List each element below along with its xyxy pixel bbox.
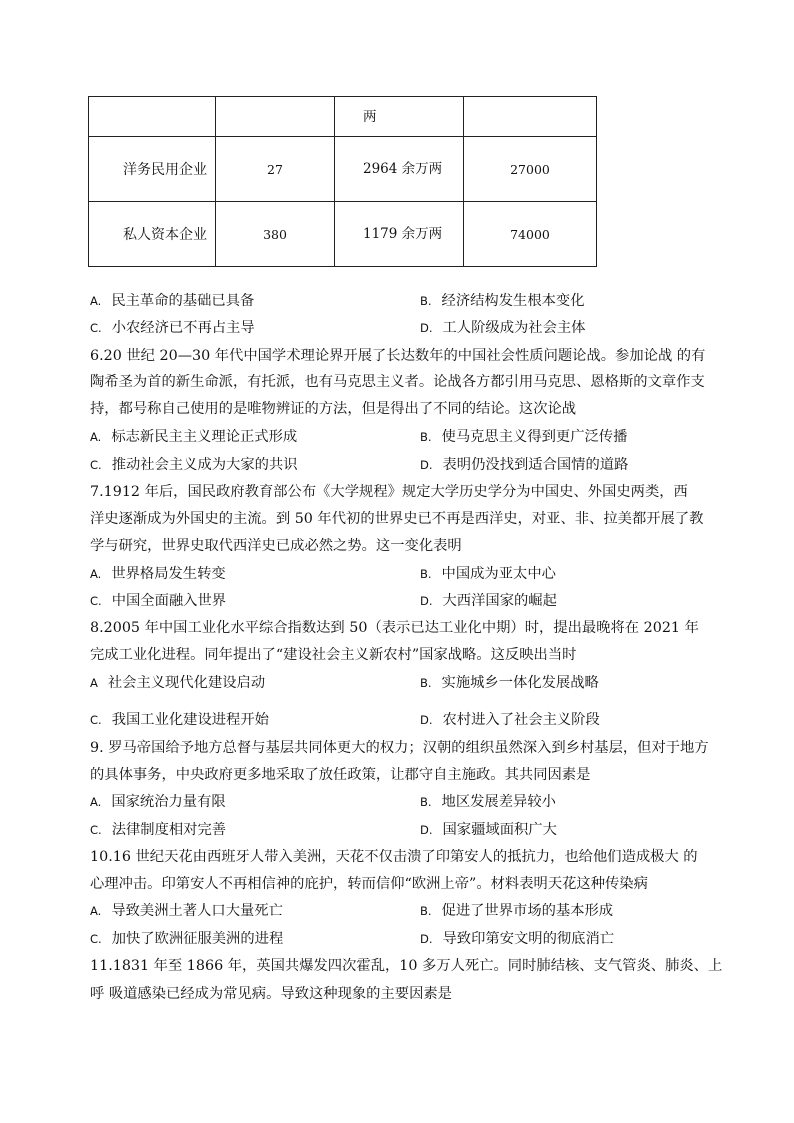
option-b: B. 地区发展差异较小 — [420, 794, 556, 810]
option-c: C. 推动社会主义成为大家的共识 — [90, 457, 298, 473]
option-c: C. 小农经济已不再占主导 — [90, 320, 255, 336]
table-row — [89, 202, 597, 267]
table-cell: 2964 余万两 — [335, 137, 464, 202]
question-stem: 的具体事务，中央政府更多地采取了放任政策，让郡守自主施政。其共同因素是 — [90, 767, 591, 783]
table-cell: 27 — [216, 137, 335, 202]
question-stem: 完成工业化进程。同年提出了“建设社会主义新农村”国家战略。这反映出当时 — [90, 647, 577, 663]
option-a: A. 导致美洲土著人口大量死亡 — [90, 903, 283, 919]
question-stem: 呼 吸道感染已经成为常见病。导致这种现象的主要因素是 — [90, 986, 452, 1002]
option-d: D. 表明仍没找到适合国情的道路 — [420, 457, 629, 473]
option-d: D. 工人阶级成为社会主体 — [420, 320, 586, 336]
question-stem: 7.1912 年后，国民政府教育部公布《大学规程》规定大学历史学分为中国史、外国史两类，西 — [90, 484, 688, 500]
table-cell: 私人资本企业 — [89, 202, 216, 267]
table-cell — [89, 97, 216, 137]
table-cell — [464, 97, 597, 137]
question-stem: 心理冲击。印第安人不再相信神的庇护，转而信仰“欧洲上帝”。材料表明天花这种传染病 — [90, 876, 648, 892]
option-b: B. 中国成为亚太中心 — [420, 566, 556, 582]
table-row — [89, 137, 597, 202]
question-stem: 6.20 世纪 20—30 年代中国学术理论界开展了长达数年的中国社会性质问题论战。参加论战 的有 — [90, 348, 706, 364]
question-stem: 9. 罗马帝国给予地方总督与基层共同体更大的权力；汉朝的组织虽然深入到乡村基层，但对于地方 — [90, 740, 709, 756]
table-row — [89, 97, 597, 137]
question-stem: 10.16 世纪天花由西班牙人带入美洲，天花不仅击溃了印第安人的抵抗力，也给他们造成极大 的 — [90, 849, 698, 865]
option-b: B. 使马克思主义得到更广泛传播 — [420, 429, 628, 445]
question-stem: 持，都号称自己使用的是唯物辨证的方法，但是得出了不同的结论。这次论战 — [90, 401, 577, 417]
option-d: D. 农村进入了社会主义阶段 — [420, 712, 600, 728]
option-c: C. 加快了欧洲征服美洲的进程 — [90, 931, 284, 947]
option-a: A. 标志新民主主义理论正式形成 — [90, 429, 298, 445]
option-d: D. 大西洋国家的崛起 — [420, 593, 557, 609]
option-d: D. 国家疆域面积广大 — [420, 822, 557, 838]
question-stem: 陶希圣为首的新生命派，有托派，也有马克思主义者。论战各方都引用马克思、恩格斯的文章作支 — [90, 374, 705, 390]
option-b: B. 实施城乡一体化发展战略 — [420, 675, 599, 691]
table-cell: 380 — [216, 202, 335, 267]
option-a: A. 国家统治力量有限 — [90, 794, 226, 810]
question-stem: 学与研究，世界史取代西洋史已成必然之势。这一变化表明 — [90, 538, 462, 554]
question-stem: 8.2005 年中国工业化水平综合指数达到 50（表示已达工业化中期）时，提出最晚将在 2021 年 — [90, 620, 699, 636]
table-cell: 1179 余万两 — [335, 202, 464, 267]
option-c: C. 中国全面融入世界 — [90, 593, 227, 609]
option-b: B. 促进了世界市场的基本形成 — [420, 903, 614, 919]
option-d: D. 导致印第安文明的彻底消亡 — [420, 931, 615, 947]
enterprise-table — [88, 96, 597, 267]
table-cell — [216, 97, 335, 137]
option-a: A. 世界格局发生转变 — [90, 566, 226, 582]
option-c: C. 法律制度相对完善 — [90, 822, 227, 838]
option-c: C. 我国工业化建设进程开始 — [90, 712, 269, 728]
question-stem: 11.1831 年至 1866 年，英国共爆发四次霍乱，10 多万人死亡。同时肺结核、支气管炎、肺炎、上 — [90, 958, 723, 974]
table-cell: 两 — [335, 97, 464, 137]
option-b: B. 经济结构发生根本变化 — [420, 293, 585, 309]
table-cell: 27000 — [464, 137, 597, 202]
table-cell: 74000 — [464, 202, 597, 267]
table-cell: 洋务民用企业 — [89, 137, 216, 202]
option-a: A 社会主义现代化建设启动 — [90, 675, 266, 691]
option-a: A. 民主革命的基础已具备 — [90, 293, 255, 309]
question-stem: 洋史逐渐成为外国史的主流。到 50 年代初的世界史已不再是西洋史，对亚、非、拉美都开展了教 — [90, 511, 704, 527]
